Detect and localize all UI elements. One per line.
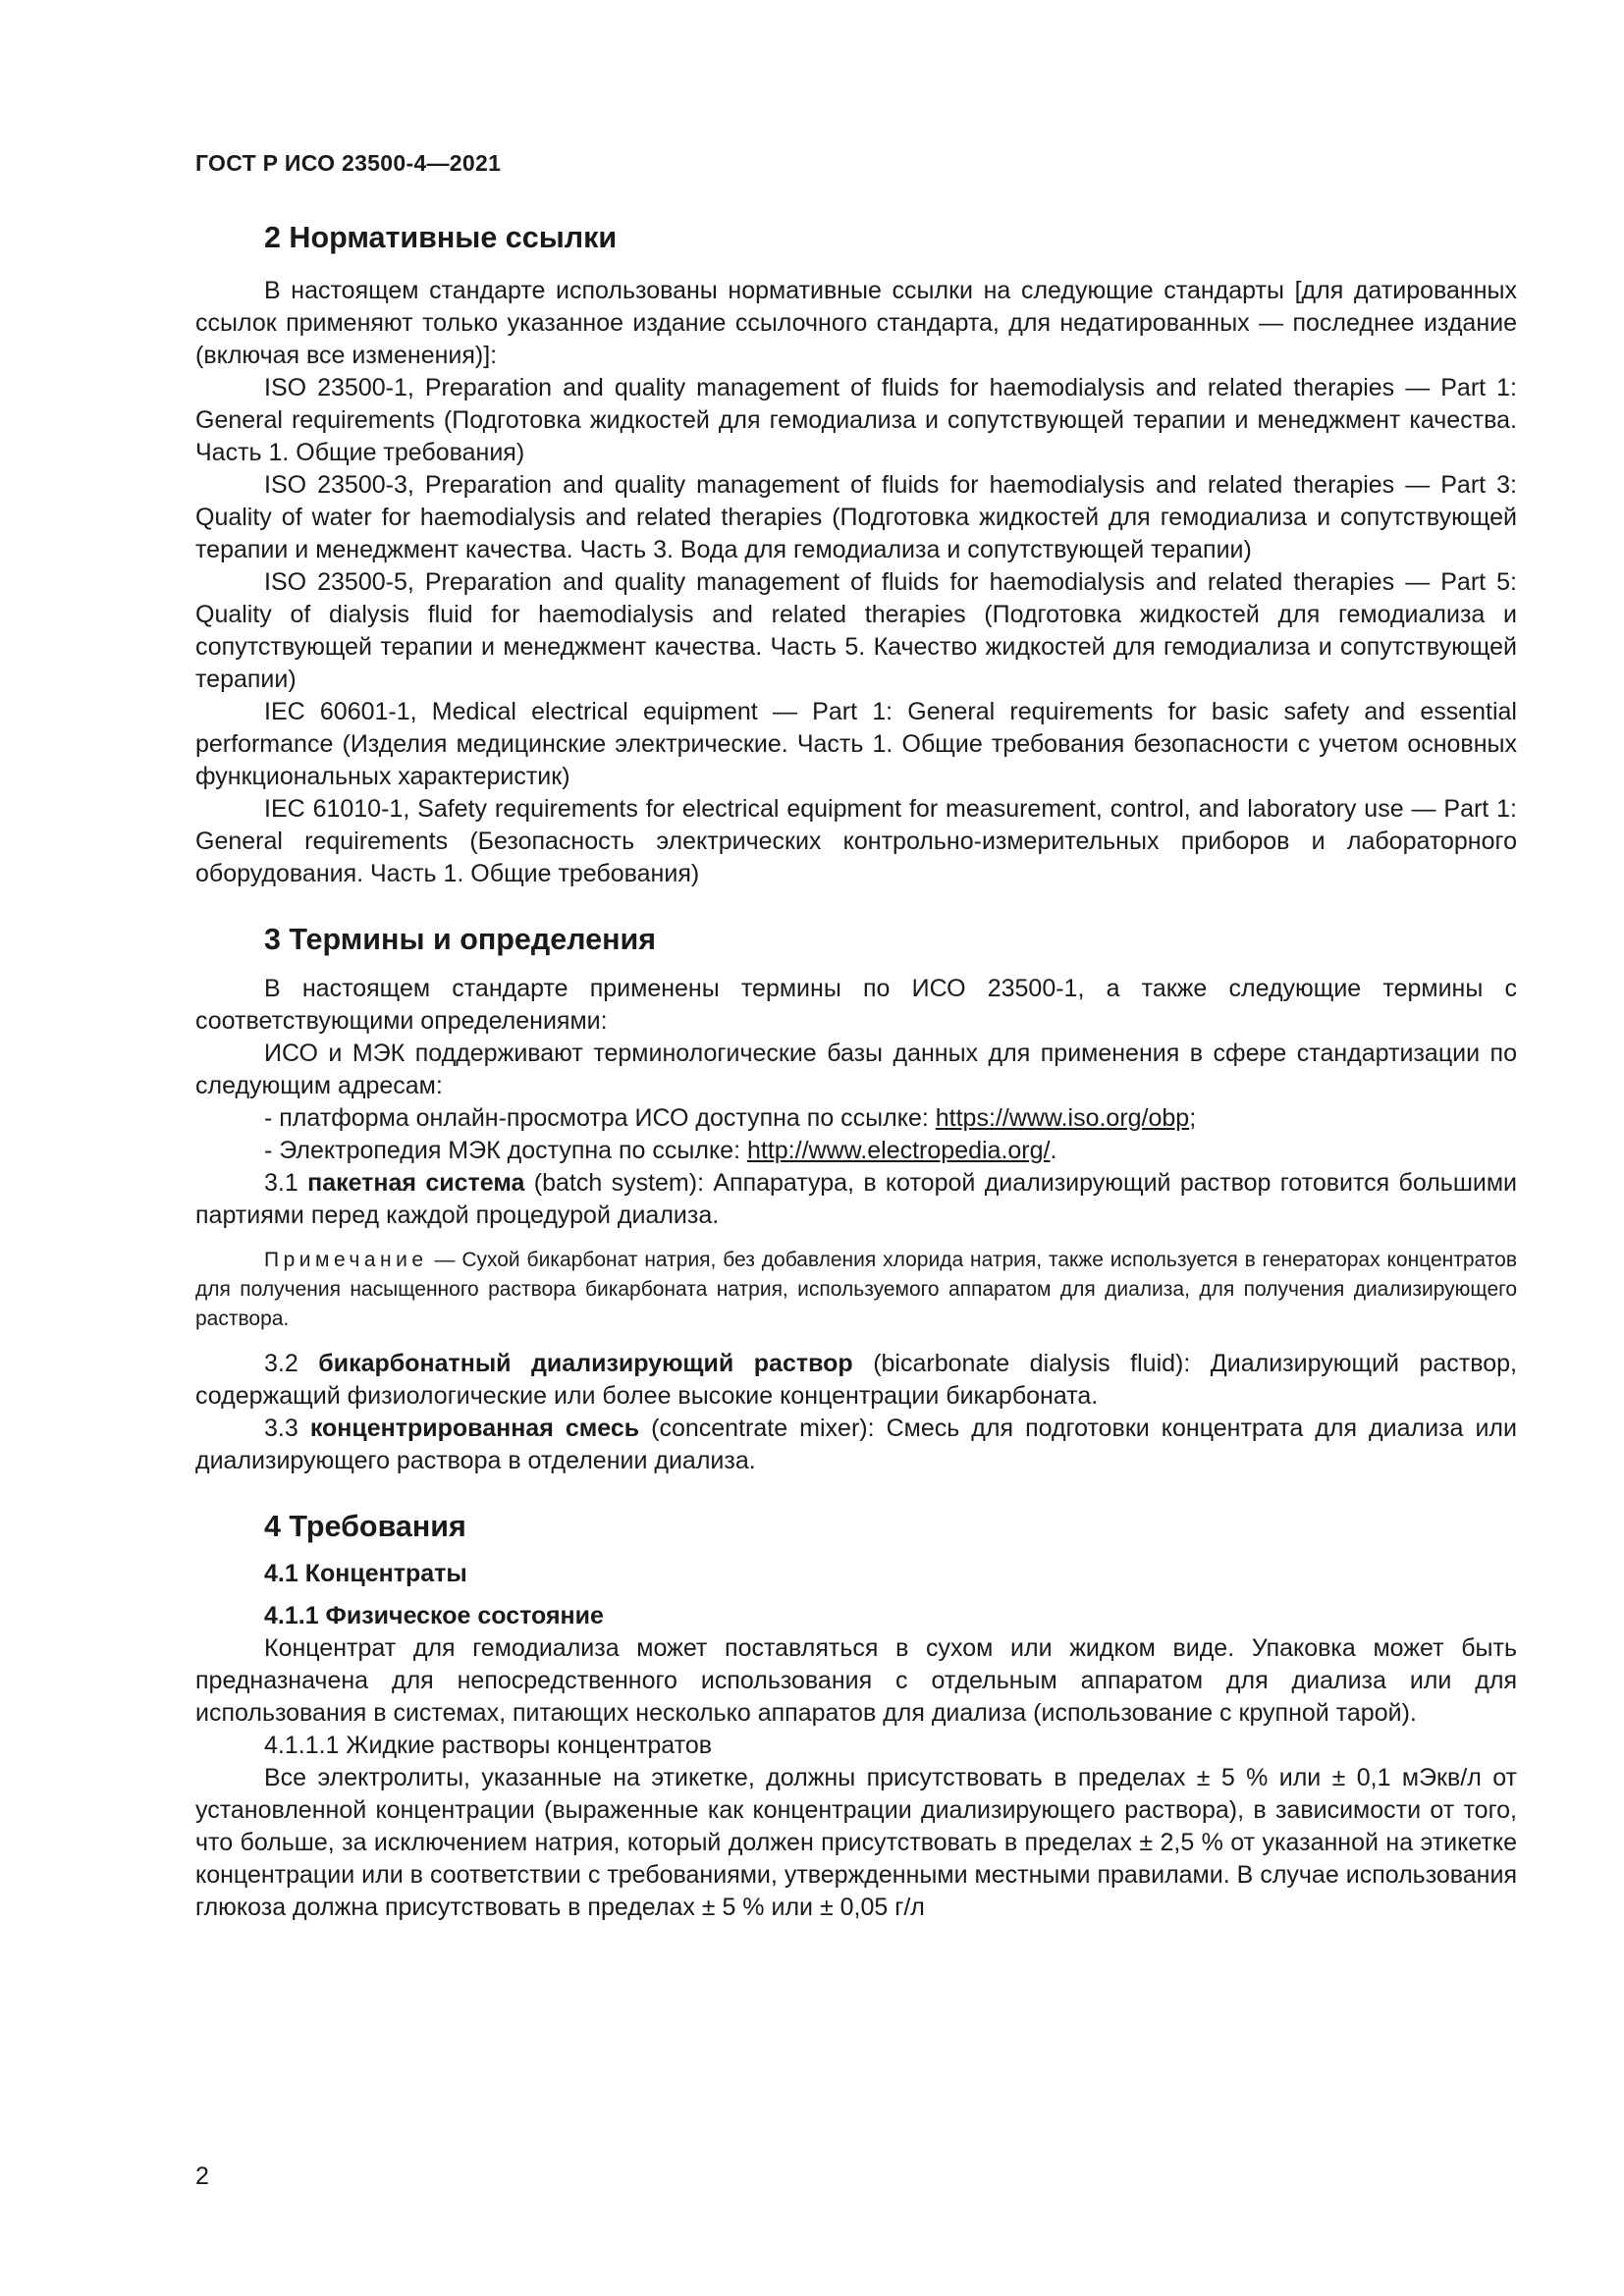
term-name: концентрированная смесь: [309, 1415, 640, 1442]
subsection-4-1-heading: 4.1 Концентраты: [264, 1560, 467, 1587]
section-3-heading: 3 Термины и определения: [264, 923, 657, 956]
section-3-intro: В настоящем стандарте применены термины по ИСО 23500-1, а также следующие термины с соответствующими определениями:: [195, 975, 1517, 1035]
term-name: бикарбонатный диализирующий раствор: [318, 1350, 853, 1377]
document-header: ГОСТ Р ИСО 23500-4—2021: [195, 150, 502, 176]
reference-item: ISO 23500-1, Preparation and quality management of fluids for haemodialysis and related therapies — Part 1: General requirements (Подготовка жидкостей для гемодиализа и сопутствующей терапии и менеджмент качества. Часть 1. Общие требования): [195, 374, 1517, 466]
subsection-4-1-1-heading: 4.1.1 Физическое состояние: [264, 1602, 604, 1629]
note-text: — Сухой бикарбонат натрия, без добавления хлорида натрия, также используется в генераторах концентратов для получения насыщенного раствора бикарбоната натрия, используемого аппаратом для диализа, для получения диализирующего раствора.: [195, 1249, 1517, 1330]
section-2-heading: 2 Нормативные ссылки: [264, 221, 618, 254]
iso-obp-item: [195, 1102, 1517, 1135]
term-databases-text: ИСО и МЭК поддерживают терминологические базы данных для применения в сфере стандартизации по следующим адресам:: [195, 1040, 1517, 1099]
term-number: 3.3: [264, 1415, 310, 1442]
iso-obp-link[interactable]: https://www.iso.org/obp: [935, 1104, 1190, 1132]
term-note: [195, 1246, 1517, 1334]
electropedia-suffix: .: [1050, 1137, 1057, 1164]
term-number: 3.2: [264, 1350, 319, 1377]
section-2-intro: В настоящем стандарте использованы нормативные ссылки на следующие стандарты [для датированных ссылок применяют только указанное издание ссылочного стандарта, для недатированных — последнее издание (включая все изменения)]:: [195, 277, 1517, 369]
physical-state-text: Концентрат для гемодиализа может поставляться в сухом или жидком виде. Упаковка может быть предназначена для непосредственного использования с отдельным аппаратом для диализа или для использования в системах, питающих несколько аппаратов для диализа (использование с крупной тарой).: [195, 1634, 1517, 1727]
reference-item: ISO 23500-3, Preparation and quality management of fluids for haemodialysis and related therapies — Part 3: Quality of water for haemodialysis and related therapies (Подготовка жидкостей для гемодиализа и сопутствующей терапии и менеджмент качества. Часть 3. Вода для гемодиализа и сопутствующей терапии): [195, 471, 1517, 563]
term-number: 3.1: [264, 1169, 308, 1197]
iso-obp-prefix: - платформа онлайн-просмотра ИСО доступна по ссылке:: [264, 1104, 936, 1132]
term-definition: (batch system): Аппаратура, в которой диализирующий раствор готовится большими партиями перед каждой процедурой диализа.: [195, 1169, 1517, 1229]
term-3-1: [195, 1167, 1517, 1232]
term-3-3: [195, 1413, 1517, 1477]
term-definition: (bicarbonate dialysis fluid): Диализирующий раствор, содержащий физиологические или более высокие концентрации бикарбоната.: [195, 1350, 1517, 1410]
reference-item: IEC 60601-1, Medical electrical equipment — Part 1: General requirements for basic safety and essential performance (Изделия медицинские электрические. Часть 1. Общие требования безопасности с учетом основных функциональных характеристик): [195, 698, 1517, 790]
electropedia-link[interactable]: http://www.electropedia.org/: [746, 1137, 1051, 1164]
term-3-2: [195, 1348, 1517, 1413]
subsection-4-1-1-1-heading: 4.1.1.1 Жидкие растворы концентратов: [264, 1732, 713, 1759]
note-label: Примечание: [264, 1249, 428, 1271]
liquid-concentrates-text: Все электролиты, указанные на этикетке, должны присутствовать в пределах ± 5 % или ± 0,1 мЭкв/л от установленной концентрации (выраженные как концентрации диализирующего раствора), в зависимости от того, что больше, за исключением натрия, который должен присутствовать в пределах ± 2,5 % от указанной на этикетке концентрации или в соответствии с требованиями, утвержденными местными правилами. В случае использования глюкоза должна присутствовать в пределах ± 5 % или ± 0,05 г/л: [195, 1764, 1517, 1921]
electropedia-prefix: - Электропедия МЭК доступна по ссылке:: [264, 1137, 747, 1164]
reference-item: ISO 23500-5, Preparation and quality management of fluids for haemodialysis and related therapies — Part 5: Quality of dialysis fluid for haemodialysis and related therapies (Подготовка жидкостей для гемодиализа и сопутствующей терапии и менеджмент качества. Часть 5. Качество жидкостей для гемодиализа и сопутствующей терапии): [195, 568, 1517, 693]
reference-item: IEC 61010-1, Safety requirements for electrical equipment for measurement, control, and laboratory use — Part 1: General requirements (Безопасность электрических контрольно-измерительных приборов и лабораторного оборудования. Часть 1. Общие требования): [195, 795, 1517, 887]
page-content: [195, 218, 1517, 1924]
section-4-heading: 4 Требования: [264, 1510, 466, 1543]
iso-obp-suffix: ;: [1189, 1104, 1197, 1132]
page-number: 2: [195, 2163, 209, 2190]
term-definition: (concentrate mixer): Смесь для подготовки концентрата для диализа или диализирующего раствора в отделении диализа.: [195, 1415, 1517, 1474]
term-name: пакетная система: [307, 1169, 525, 1197]
electropedia-item: [195, 1135, 1517, 1167]
